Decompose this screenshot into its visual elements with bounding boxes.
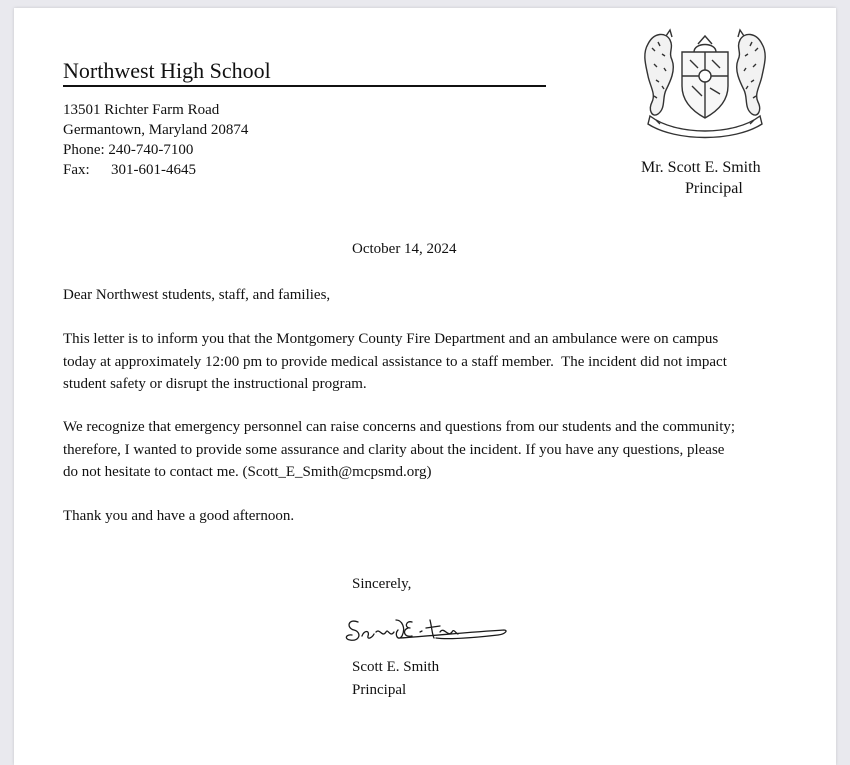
handwritten-signature	[340, 608, 510, 648]
paragraph-2-line: We recognize that emergency personnel can raise concerns and questions from our students and the community;	[63, 419, 736, 435]
school-crest-logo	[636, 24, 774, 140]
paragraph-1-line: today at approximately 12:00 pm to provide medical assistance to a staff member. The incident did not impact	[63, 353, 727, 370]
valediction: Sincerely,	[352, 576, 412, 592]
salutation: Dear Northwest students, staff, and families,	[63, 287, 331, 303]
principal-name: Mr. Scott E. Smith	[641, 159, 761, 176]
letter-page	[14, 8, 836, 765]
fax-number: 301-601-4645	[111, 162, 196, 178]
paragraph-2-line: do not hesitate to contact me. (Scott_E_Smith@mcpsmd.org)	[63, 464, 432, 480]
signer-title: Principal	[352, 682, 407, 698]
letter-date: October 14, 2024	[352, 241, 457, 257]
fax-label: Fax:	[63, 162, 90, 178]
school-name: Northwest High School	[63, 58, 271, 83]
fax-line	[63, 160, 196, 180]
signer-name: Scott E. Smith	[352, 659, 440, 675]
paragraph-1	[63, 328, 803, 396]
address-line-2: Germantown, Maryland 20874	[63, 122, 249, 138]
closing-line: Thank you and have a good afternoon.	[63, 508, 295, 524]
paragraph-2-line: therefore, I wanted to provide some assurance and clarity about the incident. If you have any questions, please	[63, 441, 725, 458]
letterhead-rule	[63, 85, 546, 87]
paragraph-1-line: This letter is to inform you that the Montgomery County Fire Department and an ambulance were on campus	[63, 331, 719, 347]
address-line-1: 13501 Richter Farm Road	[63, 102, 220, 118]
principal-title: Principal	[685, 180, 743, 197]
paragraph-2	[63, 416, 803, 484]
phone-line: Phone: 240-740-7100	[63, 142, 194, 158]
paragraph-1-line: student safety or disrupt the instructional program.	[63, 376, 367, 392]
